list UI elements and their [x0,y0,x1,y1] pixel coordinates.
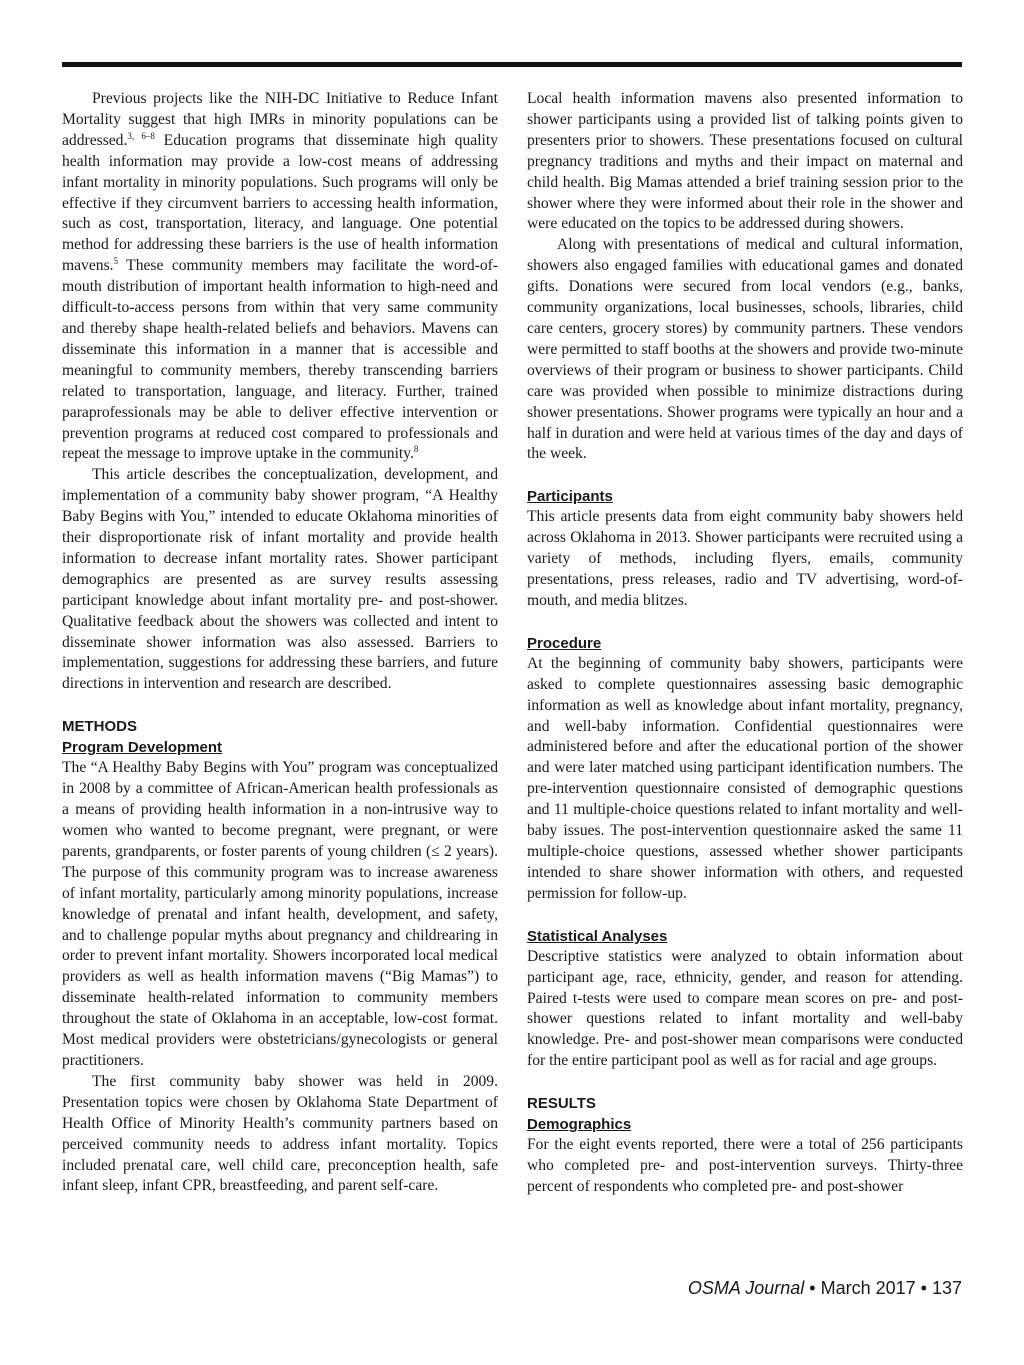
page-footer: OSMA Journal • March 2017 • 137 [687,1278,962,1298]
citation-superscript: 5 [113,256,119,267]
paragraph-first-shower: The first community baby shower was held in 2009. Presentation topics were chosen by Oklahoma State Department of Health Office of Minority Health’s community partners based on perceived community needs to address infant mortality. Topics included prenatal care, well child care, preconception health, safe infant sleep, infant CPR, breastfeeding, and parent self-care. [62,1072,498,1195]
paragraph-presentations: Along with presentations of medical and cultural information, showers also engaged families with educational games and donated gifts. Donations were secured from local vendors (e.g., banks, community organizations, local businesses, schools, libraries, child care centers, grocery stores) by community partners. These vendors were permitted to staff booths at the showers and provide two-minute overviews of their program or business to shower participants. Child care was provided when possible to minimize distractions during shower presentations. Shower programs were typically an hour and a half in duration and were held at various times of the day and days of the week. [527,236,963,463]
paragraph-demographics: For the eight events reported, there were a total of 256 participants who completed pre- and post-intervention surveys. Thirty-three percent of respondents who completed pre- and post-shower [527,1136,963,1195]
journal-name: OSMA Journal [687,1278,805,1298]
left-column [62,89,498,1197]
paragraph-previous-projects: Previous projects like the NIH-DC Initiative to Reduce Infant Mortality suggest that high IMRs in minority populations can be addressed.$^{3, 6-8}$ Education programs that disseminate high quality health information may provide a low-cost means of addressing infant mortality in minority populations. Such programs will only be effective if they circumvent barriers to accessing health information, such as cost, transportation, literacy, and language. One potential method for addressing these barriers is the use of health information mavens.$^5$ These community members may facilitate the word-of-mouth distribution of important health information to high-need and difficult-to-access persons from within that very same community and thereby shape health-related beliefs and behaviors. Mavens can disseminate this information in a manner that is accessible and meaningful to community members, thereby transcending barriers related to transportation, language, and literacy. Further, trained paraprofessionals may be able to deliver effective intervention or prevention programs at reduced cost compared to professionals and repeat the message to improve uptake in the community.$^8$ [62,90,498,463]
citation-superscript: 3, 6–8 [127,130,155,141]
program-development-heading: Program Development [62,739,223,757]
top-rule [62,62,962,67]
demographics-heading: Demographics [527,1116,632,1134]
paragraph-program-development: The “A Healthy Baby Begins with You” program was conceptualized in 2008 by a committee of African-American health professionals as a means of providing health information in a non-intrusive way to women who wanted to become pregnant, were pregnant, or were parents, grandparents, or foster parents of young children (≤ 2 years). The purpose of this community program was to increase awareness of infant mortality, particularly among minority populations, increase knowledge of prenatal and infant health, development, and safety, and to challenge popular myths about pregnancy and childrearing in order to prevent infant mortality. Showers incorporated local medical providers as well as health information mavens (“Big Mamas”) to disseminate health-related information to community members throughout the state of Oklahoma in an acceptable, low-cost format. Most medical providers were obstetricians/gynecologists or general practitioners. [62,759,498,1069]
paragraph-participants: This article presents data from eight community baby showers held across Oklahoma in 2013. Shower participants were recruited using a variety of methods, including flyers, emails, community presentations, press releases, radio and TV advertising, word-of-mouth, and media blitzes. [527,508,963,609]
issue-date: March 2017 [820,1278,916,1298]
paragraph-article-description: This article describes the conceptualization, development, and implementation of a community baby shower program, “A Healthy Baby Begins with You,” intended to educate Oklahoma minorities of their disproportionate risk of infant mortality and provide health information to decrease infant mortality rates. Shower participant demographics are presented as are survey results assessing participant knowledge about infant mortality pre- and post-shower. Qualitative feedback about the showers was collected and intent to disseminate shower information was also assessed. Barriers to implementation, suggestions for addressing these barriers, and future directions in intervention and research are described. [62,466,498,693]
paragraph-statistical-analyses: Descriptive statistics were analyzed to obtain information about participant age, race, ethnicity, gender, and reason for attending. Paired t-tests were used to compare mean scores on pre- and post-shower questions related to infant mortality and well-baby knowledge. Pre- and post-shower mean comparisons were conducted for the entire participant pool as well as for racial and age groups. [527,947,963,1070]
right-column [527,89,963,1198]
methods-heading: METHODS [62,718,137,736]
paragraph-procedure: At the beginning of community baby showers, participants were asked to complete questionnaires assessing basic demographic information as well as knowledge about infant mortality, pregnancy, and well-baby information. Confidential questionnaires were administered before and after the educational portion of the shower and were later matched using participant identification numbers. The pre-intervention questionnaire consisted of demographic questions and 11 multiple-choice questions related to infant mortality and well-baby issues. The post-intervention questionnaire asked the same 11 multiple-choice questions, assessed whether shower participants intended to share shower information with others, and requested permission for follow-up. [527,654,963,902]
page-number: 137 [931,1278,962,1298]
citation-superscript: 8 [413,444,419,455]
paragraph-mavens: Local health information mavens also presented information to shower participants using a provided list of talking points given to presenters prior to showers. These presentations focused on cultural pregnancy traditions and myths and their impact on maternal and child health. Big Mamas attended a brief training session prior to the shower where they were informed about their role in the shower and were educated on the topics to be addressed during showers. [527,90,963,233]
procedure-heading: Procedure [527,634,602,652]
participants-heading: Participants [527,488,613,506]
statistical-analyses-heading: Statistical Analyses [527,927,668,945]
results-heading: RESULTS [527,1095,596,1113]
